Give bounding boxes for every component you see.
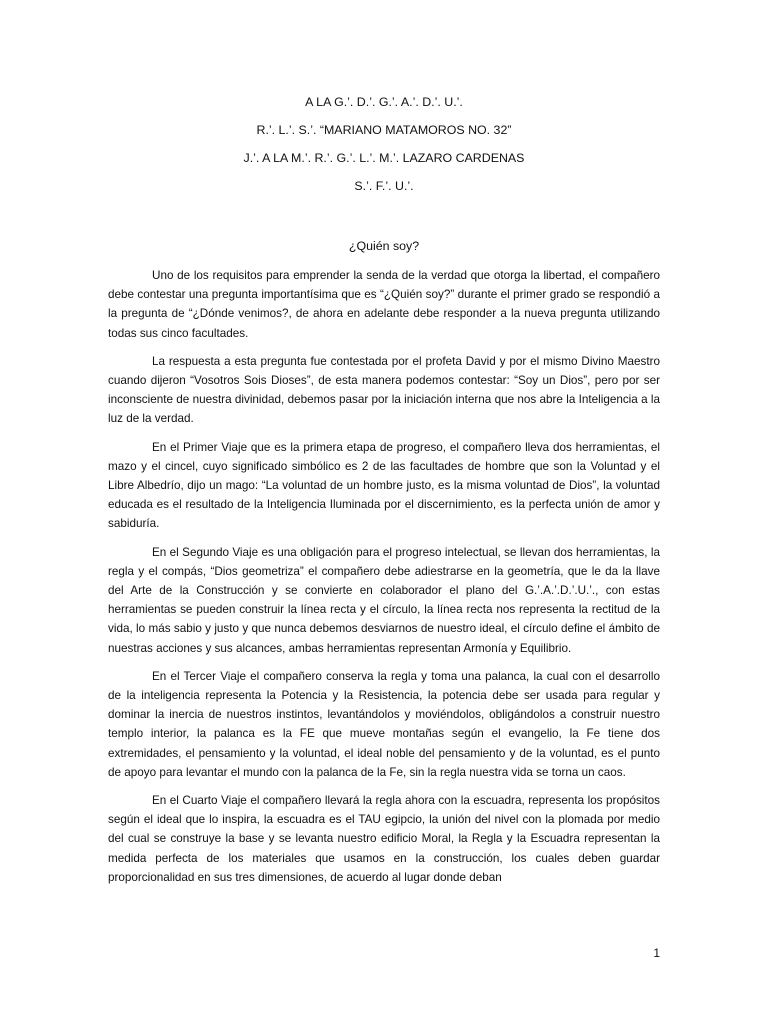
page-number: 1 xyxy=(653,946,660,960)
paragraph-second-journey: En el Segundo Viaje es una obligación para el progreso intelectual, se llevan dos herramientas, la regla y el compás, “Dios geometriza” el compañero debe adiestrarse en la geometría, que le da la llave del Arte de la Construcción y se convierte en colaborador el plano del G.’.A.’.D.’.U.’., con estas herramientas se pueden construir la línea recta y el círculo, la línea recta nos representa la rectitud de la vida, lo más sabio y justo y que nunca debemos desviarnos de nuestro ideal, el círculo define el ámbito de nuestras acciones y sus alcances, ambas herramientas representan Armonía y Equilibrio. xyxy=(108,545,660,655)
paragraph-first-journey: En el Primer Viaje que es la primera etapa de progreso, el compañero lleva dos herramientas, el mazo y el cincel, cuyo significado simbólico es 2 de las facultades de hombre que son la Voluntad y el Libre Albedrío, dijo un mago: “La voluntad de un hombre justo, es la misma voluntad de Dios”, la voluntad educada es el resultado de la Inteligencia Iluminada por el discernimiento, es la perfecta unión de amor y sabiduría. xyxy=(108,440,660,531)
lodge-header xyxy=(0,92,768,204)
document-title: ¿Quién soy? xyxy=(348,239,420,253)
header-line-lodge-name: R.’. L.’. S.’. “MARIANO MATAMOROS NO. 32” xyxy=(256,123,512,137)
paragraph-third-journey: En el Tercer Viaje el compañero conserva la regla y toma una palanca, la cual con el desarrollo de la inteligencia representa la Potencia y la Resistencia, la potencia debe ser usada para regular y dominar la inercia de nuestros instintos, levantándolos y moviéndolos, obligándolos a construir nuestro templo interior, la palanca es la FE que mueve montañas según el evangelio, la Fe tiene dos extremidades, el pensamiento y la voluntad, el ideal noble del pensamiento y de la voluntad, es el punto de apoyo para levantar el mundo con la palanca de la Fe, sin la regla nuestra vida se torna un caos. xyxy=(108,669,660,779)
paragraph-answer: La respuesta a esta pregunta fue contestada por el profeta David y por el mismo Divino Maestro cuando dijeron “Vosotros Sois Dioses”, de esta manera podemos contestar: “Soy un Dios”, pero por ser inconsciente de nuestra divinidad, debemos pasar por la iniciación interna que nos abre la Inteligencia a la luz de la verdad. xyxy=(108,354,660,426)
header-line-jurisdiction: J.’. A LA M.’. R.’. G.’. L.’. M.’. LAZARO CARDENAS xyxy=(243,151,525,165)
paragraph-fourth-journey: En el Cuarto Viaje el compañero llevará la regla ahora con la escuadra, representa los propósitos según el ideal que lo inspira, la escuadra es el TAU egipcio, la unión del nivel con la plomada por medio del cual se construye la base y se levanta nuestro edificio Moral, la Regla y la Escuadra representan la medida perfecta de los materiales que usamos en la construcción, los cuales deben guardar proporcionalidad en sus tres dimensiones, de acuerdo al lugar donde deban xyxy=(108,794,660,884)
header-line-motto: S.’. F.’. U.’. xyxy=(354,179,414,193)
document-body xyxy=(108,236,660,896)
paragraph-intro: Uno de los requisitos para emprender la senda de la verdad que otorga la libertad, el compañero debe contestar una pregunta importantísima que es “¿Quién soy?” durante el primer grado se respondió a la pregunta de “¿Dónde venimos?, de ahora en adelante debe responder a la nueva pregunta utilizando todas sus cinco facultades. xyxy=(108,269,660,340)
header-line-dedication: A LA G.’. D.’. G.’. A.’. D.’. U.’. xyxy=(305,95,463,109)
